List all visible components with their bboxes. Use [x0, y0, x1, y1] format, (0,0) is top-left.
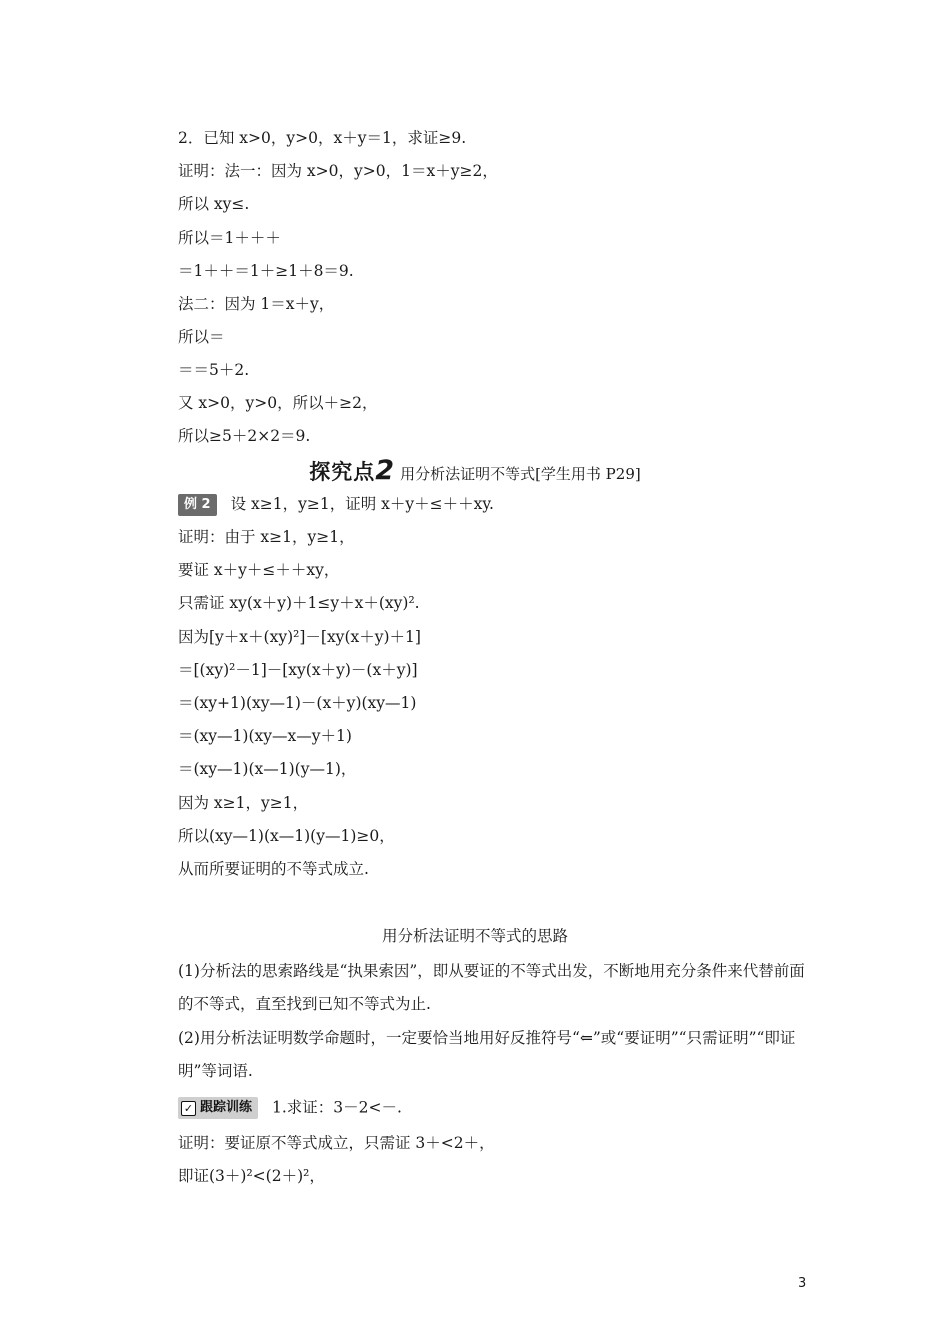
check-icon: ✓ — [181, 1101, 196, 1116]
problem2-line: ＝＝5＋2. — [178, 361, 250, 379]
problem2-line: 所以 xy≤. — [178, 195, 250, 213]
example2-line: ＝[(xy)²－1]－[xy(x＋y)－(x＋y)] — [178, 661, 418, 679]
problem2-line: 所以＝ — [178, 328, 225, 346]
method-paragraph-1 — [146, 955, 806, 1021]
section-heading — [0, 455, 950, 486]
example2-line: 只需证 xy(x＋y)＋1≤y＋x＋(xy)². — [178, 594, 420, 612]
method-title: 用分析法证明不等式的思路 — [381, 927, 568, 945]
example2-line: 因为[y＋x＋(xy)²]－[xy(x＋y)＋1] — [178, 628, 421, 646]
example-badge: 例 2 — [178, 494, 217, 516]
problem2-line: ＝1＋＋＝1＋≥1＋8＝9. — [178, 262, 354, 280]
practice-badge — [178, 1097, 258, 1119]
section-number: 2 — [375, 455, 395, 486]
example2-line: ＝(xy—1)(xy—x—y＋1) — [178, 727, 352, 745]
method-p1-text: (1)分析法的思索路线是“执果索因”，即从要证的不等式出发，不断地用充分条件来代替前面的不等式，直至找到已知不等式为止. — [178, 962, 805, 1013]
example2-line: 因为 x≥1，y≥1， — [178, 794, 309, 812]
page-number: 3 — [798, 1276, 807, 1291]
problem2-line: 所以＝1＋＋＋ — [178, 229, 281, 247]
problem2-line: 2．已知 x>0，y>0，x＋y＝1，求证≥9. — [178, 129, 467, 147]
practice-line: 即证(3＋)²<(2＋)²， — [178, 1167, 325, 1185]
problem2-line: 法二：因为 1＝x＋y， — [178, 295, 335, 313]
practice-line: 证明：要证原不等式成立，只需证 3＋<2＋， — [178, 1134, 495, 1152]
practice-badge-label: 跟踪训练 — [200, 1100, 253, 1115]
method-paragraph-2 — [146, 1022, 806, 1088]
practice-statement: 1.求证：3－2<－. — [272, 1098, 402, 1117]
example2-line: ＝(xy—1)(x—1)(y—1)， — [178, 760, 357, 778]
example2-line: 要证 x＋y＋≤＋＋xy， — [178, 561, 340, 579]
problem2-line: 又 x>0，y>0，所以＋≥2， — [178, 394, 378, 412]
example2-line: ＝(xy+1)(xy—1)－(x＋y)(xy—1) — [178, 694, 417, 712]
example2-line: 所以(xy—1)(x—1)(y—1)≥0， — [178, 827, 395, 845]
example-statement: 设 x≥1，y≥1，证明 x＋y＋≤＋＋xy. — [230, 495, 494, 513]
problem2-line: 证明：法一：因为 x>0，y>0，1＝x＋y≥2， — [178, 162, 498, 180]
method-p2-text: (2)用分析法证明数学命题时，一定要恰当地用好反推符号“⇐”或“要证明”“只需证明”“即证明”等词语. — [178, 1029, 796, 1080]
example2-line: 从而所要证明的不等式成立. — [178, 860, 369, 878]
section-title: 探究点 — [309, 460, 376, 484]
problem2-line: 所以≥5＋2×2＝9. — [178, 427, 311, 445]
example2-line: 证明：由于 x≥1，y≥1， — [178, 528, 355, 546]
section-subtitle: 用分析法证明不等式[学生用书 P29] — [400, 465, 641, 483]
